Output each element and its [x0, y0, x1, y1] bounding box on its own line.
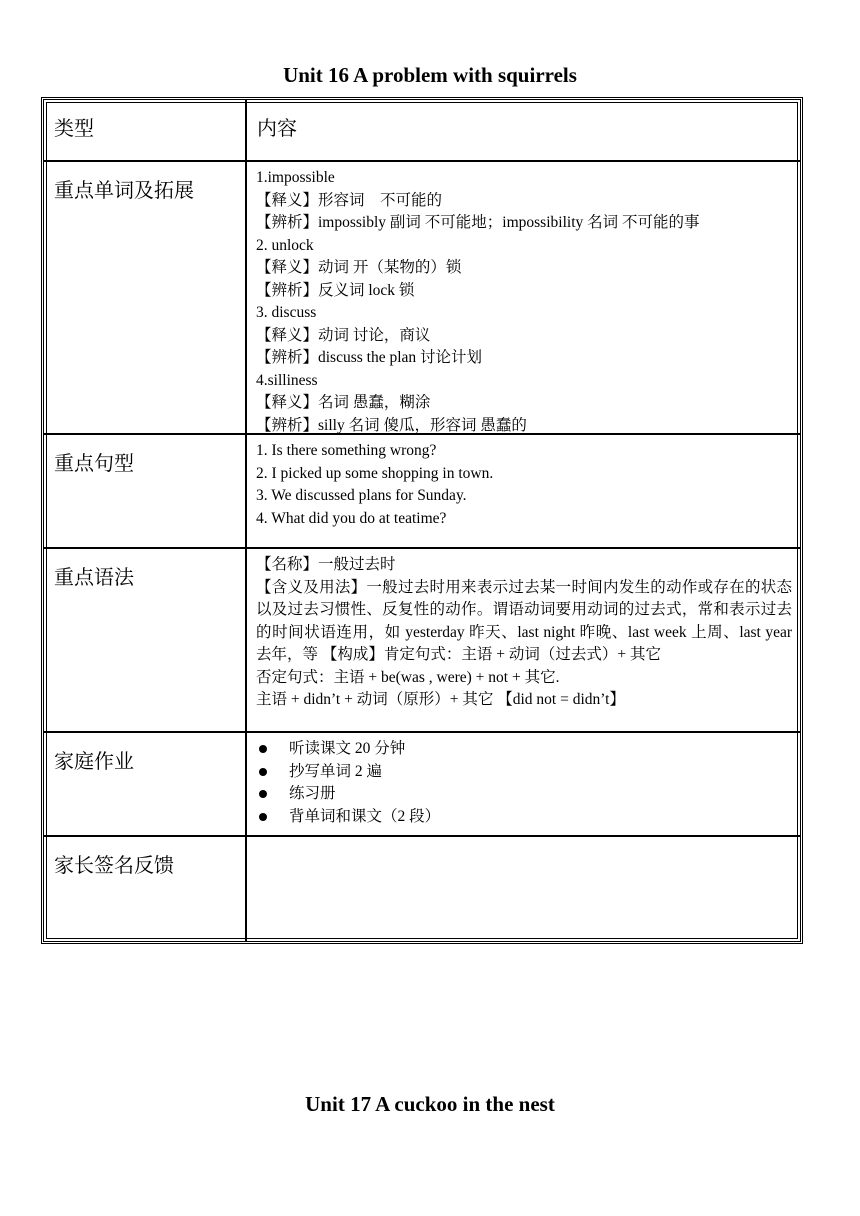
homework-row [44, 733, 800, 837]
grammar-negative-line: 否定句式：主语 + be(was , were) + not + 其它. [256, 668, 560, 686]
signature-row [44, 837, 800, 941]
bullet-icon [259, 745, 267, 753]
vocab-line: 【释义】动词 开（某物的）锁 [256, 259, 462, 276]
bullet-icon [259, 790, 267, 798]
vocab-line: 1.impossible [256, 169, 335, 186]
header-content-cell: 内容 [257, 116, 297, 140]
homework-item-text: 抄写单词 2 遍 [289, 762, 383, 780]
sentences-label: 重点句型 [44, 435, 247, 547]
grammar-label: 重点语法 [44, 549, 247, 731]
homework-item [256, 806, 792, 829]
grammar-negative-line-2: 主语 + didn’t + 动词（原形）+ 其它 【did not = didn’t】 [256, 691, 625, 708]
grammar-content [247, 549, 800, 731]
vocab-line: 【释义】动词 讨论，商议 [256, 326, 431, 344]
bullet-icon [259, 813, 267, 821]
vocab-line: 4.silliness [256, 371, 318, 389]
header-type-cell: 类型 [44, 100, 247, 160]
homework-item-text: 听读课文 20 分钟 [289, 740, 406, 757]
next-unit-title: Unit 17 A cuckoo in the nest [305, 1092, 555, 1116]
vocab-line: 【辨析】impossibly 副词 不可能地；impossibility 名词 不可能的事 [256, 214, 700, 231]
homework-item [256, 738, 792, 761]
signature-field [247, 837, 800, 941]
vocab-line: 3. discuss [256, 304, 317, 321]
grammar-name-line: 【名称】一般过去时 [256, 556, 396, 573]
sentence-line: 2. I picked up some shopping in town. [256, 464, 494, 482]
page-title: Unit 16 A problem with squirrels [283, 63, 577, 87]
homework-label: 家庭作业 [44, 733, 247, 835]
vocab-line: 【释义】形容词 不可能的 [256, 191, 443, 209]
grammar-usage-paragraph: 【含义及用法】一般过去时用来表示过去某一时间内发生的动作或存在的状态以及过去习惯性、反复性的动作。谓语动词要用动词的过去式，常和表示过去的时间状语连用，如 yesterday 昨天、last night 昨晚、last week 上周、last year 去年，等 【构成】肯定句式：主语 + 动词（过去式）+ 其它 [256, 578, 792, 663]
homework-item [256, 761, 792, 784]
homework-item [256, 783, 792, 806]
vocab-content [247, 162, 800, 433]
sentence-line: 4. What did you do at teatime? [256, 509, 447, 527]
table-header-row [44, 100, 800, 162]
homework-item-text: 背单词和课文（2 段） [289, 807, 441, 825]
lesson-table [41, 97, 803, 944]
sentence-line: 3. We discussed plans for Sunday. [256, 487, 467, 504]
homework-content [247, 733, 800, 835]
vocab-line: 2. unlock [256, 236, 314, 254]
vocab-row [44, 162, 800, 435]
grammar-row [44, 549, 800, 733]
vocab-label: 重点单词及拓展 [44, 162, 247, 433]
vocab-line: 【释义】名词 愚蠢，糊涂 [256, 394, 431, 411]
sentences-row [44, 435, 800, 549]
homework-item-text: 练习册 [289, 785, 336, 802]
vocab-line: 【辨析】反义词 lock 锁 [256, 281, 415, 299]
vocab-line: 【辨析】discuss the plan 讨论计划 [256, 349, 483, 366]
bullet-icon [259, 768, 267, 776]
signature-label: 家长签名反馈 [44, 837, 247, 941]
vocab-line: 【辨析】silly 名词 傻瓜，形容词 愚蠢的 [256, 416, 527, 433]
sentence-line: 1. Is there something wrong? [256, 442, 437, 459]
sentences-content [247, 435, 800, 547]
